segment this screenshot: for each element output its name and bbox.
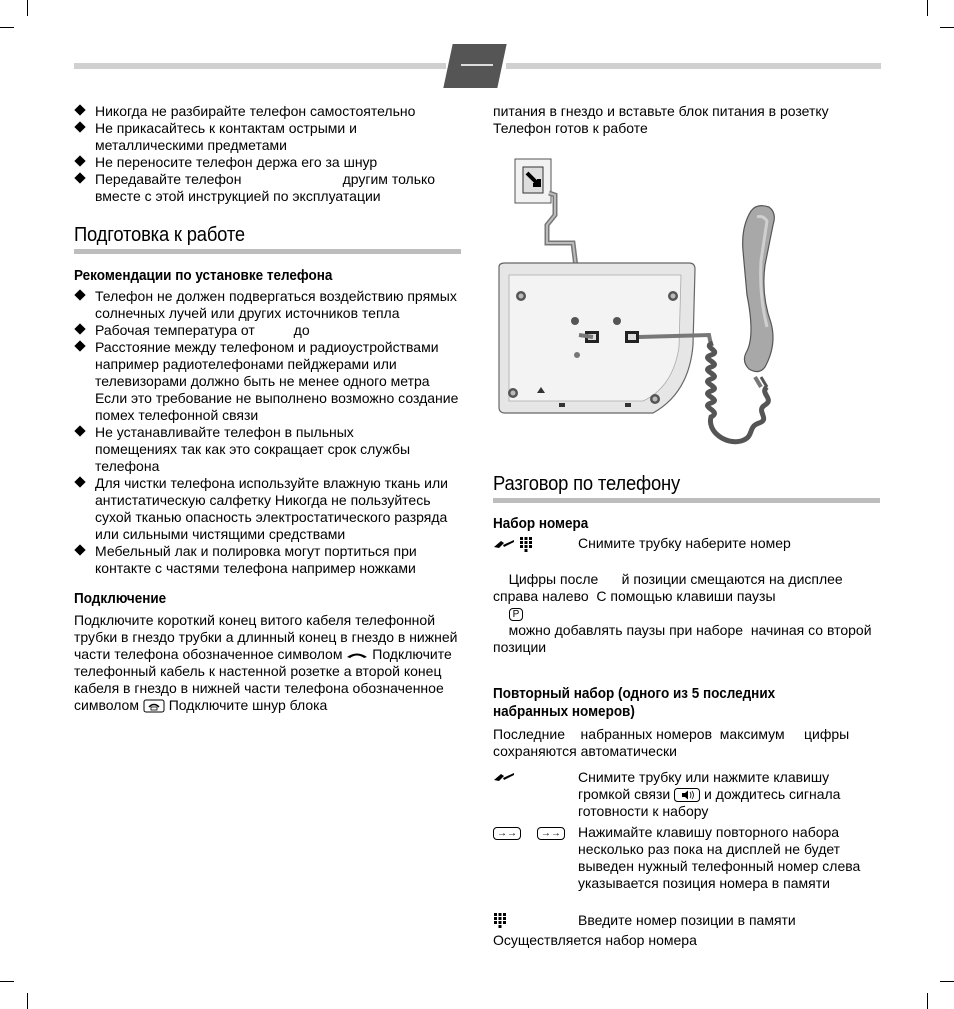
list-item: Никогда не разбирайте телефон самостоятельно [74, 103, 464, 120]
crop-mark [927, 993, 928, 1009]
subsection-title: Набор номера [493, 515, 589, 532]
redial-final: Осуществляется набор номера [493, 932, 697, 948]
list-item: Передавайте телефон другим только вместе с этой инструкцией по эксплуатации [74, 171, 464, 205]
list-item: Мебельный лак и полировка могут портиться при контакте с частями телефона например ножками [74, 543, 464, 577]
subsection-title: Подключение [74, 590, 167, 607]
redial-step-2: →→ →→ Нажимайте клавишу повторного набора несколько раз пока на дисплей не будет выведен нужный телефонный номер слева указывается позиция номера в памяти [493, 824, 883, 892]
crop-mark [27, 993, 28, 1009]
keypad-icon [519, 536, 533, 552]
crop-mark [0, 27, 14, 28]
connect-paragraph: Подключите короткий конец витого кабеля телефонной трубки в гнездо трубки а длинный конец в гнездо в нижней части телефона обозначенное символом Подключите телефонный кабель к настенной розетке а второй конец кабеля в гнездо в нижней части телефона обозначенное символом Подключите шнур блока [74, 612, 458, 713]
dial-paragraph: Цифры после й позиции смещаются на дисплее справа налево С помощью клавиши паузы P можно добавлять паузы при наборе начиная со второй позиции [493, 571, 876, 655]
dial-step: Снимите трубку наберите номер [493, 535, 883, 552]
phone-connection-illustration [493, 155, 793, 460]
list-item: Расстояние между телефоном и радиоустройствами например радиотелефонами пейджерами или телевизорами должно быть не менее одного метра Если это требование не выполнено возможно создание помех телефонной связи [74, 339, 464, 424]
right-column [493, 103, 883, 137]
phone-socket-icon [143, 699, 165, 713]
pause-key: P [509, 608, 524, 621]
redial-intro: Последние набранных номеров максимум цифры сохраняются автоматически [493, 726, 854, 759]
speaker-key-icon [674, 788, 700, 802]
continuation-text: питания в гнездо и вставьте блок питания в розетку Телефон готов к работе [493, 103, 829, 136]
handset-icon [346, 651, 368, 659]
list-item: Не устанавливайте телефон в пыльных помещениях так как это сокращает срок службы телефона [74, 424, 415, 475]
subsection-title: Рекомендации по установке телефона [74, 267, 333, 284]
handset-icon [493, 539, 515, 549]
install-list [74, 288, 464, 577]
page-tab-line [461, 64, 493, 66]
header-bar-right [506, 63, 881, 69]
crop-mark [27, 0, 28, 16]
list-item: Для чистки телефона используйте влажную ткань или антистатическую салфетку Никогда не пользуйтесь сухой тканью опасность электростатического разряда или сильными чистящими средствами [74, 475, 464, 543]
section-title: Разговор по телефону [493, 473, 680, 495]
page-tab [443, 44, 506, 88]
redial-step-3: Введите номер позиции в памяти [493, 912, 883, 929]
crop-mark [927, 0, 928, 16]
right-column-lower [493, 473, 883, 949]
crop-mark [0, 981, 14, 982]
crop-mark [940, 981, 954, 982]
redial-step-1: Снимите трубку или нажмите клавишу громкой связи и дождитесь сигнала готовности к набору [493, 769, 883, 820]
redial-key-icon: →→ [493, 827, 521, 840]
list-item: Не прикасайтесь к контактам острыми и металлическими предметами [74, 120, 395, 154]
subsection-title: Повторный набор (одного из 5 последних набранных номеров) [493, 685, 776, 720]
header-bar-left [74, 63, 446, 69]
left-column [74, 103, 464, 714]
handset-icon [493, 772, 515, 782]
redial-key-icon: →→ [537, 827, 565, 840]
keypad-icon [493, 912, 507, 928]
list-item: Не переносите телефон держа его за шнур [74, 154, 464, 171]
list-item: Телефон не должен подвергаться воздействию прямых солнечных лучей или других источников тепла [74, 288, 464, 322]
safety-list [74, 103, 464, 205]
crop-mark [940, 27, 954, 28]
section-title: Подготовка к работе [74, 224, 245, 246]
list-item: Рабочая температура от до [74, 322, 464, 339]
